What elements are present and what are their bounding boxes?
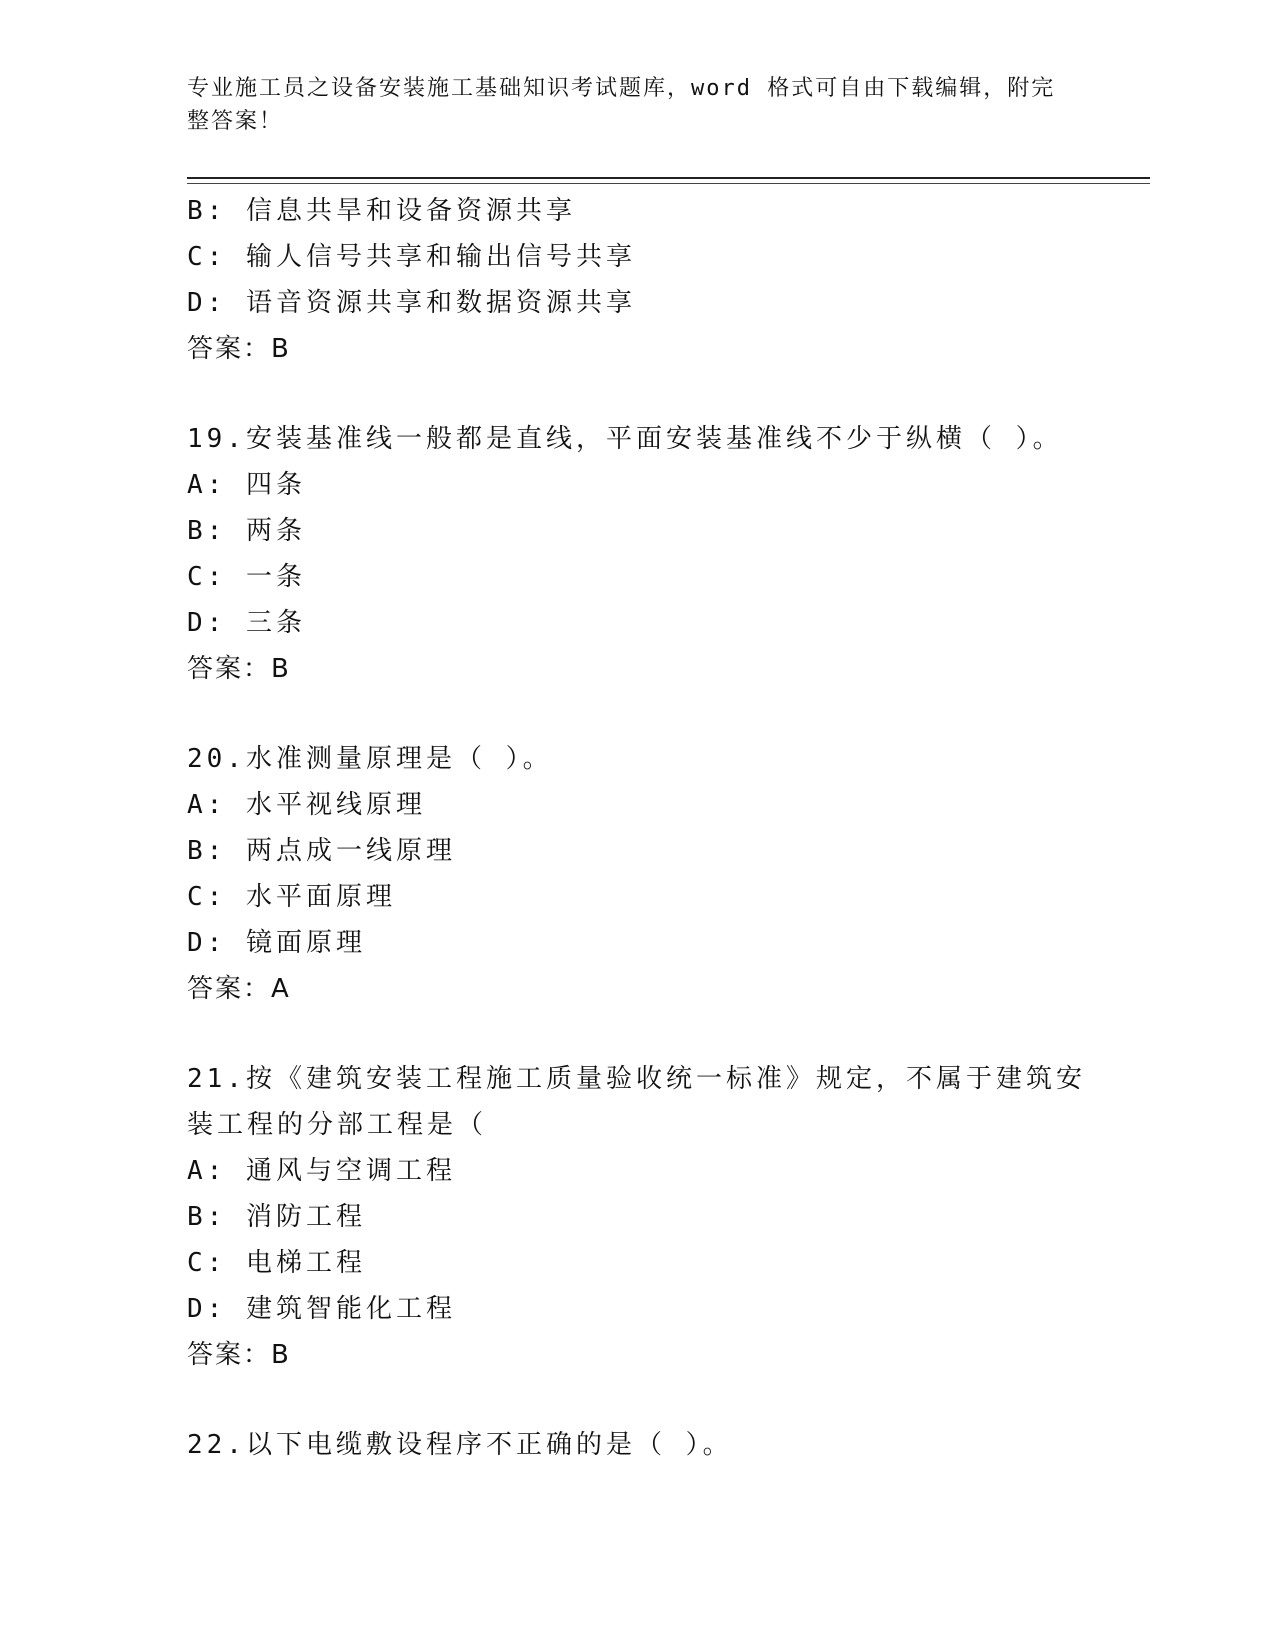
- question-stem: 21.按《建筑安装工程施工质量验收统一标准》规定，不属于建筑安装工程的分部工程是（: [187, 1064, 1086, 1140]
- spacer: [187, 692, 1087, 736]
- answer: 答案：B: [187, 334, 291, 364]
- option-a: A: 通风与空调工程: [187, 1156, 456, 1186]
- answer: 答案：A: [187, 974, 291, 1004]
- option-b: B: 信息共旱和设备资源共享: [187, 196, 576, 226]
- spacer: [187, 1378, 1087, 1422]
- question-20: [187, 736, 1087, 1012]
- answer: 答案：B: [187, 1340, 291, 1370]
- header-divider-thick: [187, 177, 1150, 179]
- option-b: B: 两点成一线原理: [187, 836, 456, 866]
- header-divider-thin: [187, 183, 1150, 184]
- option-c: C: 水平面原理: [187, 882, 396, 912]
- option-b: B: 消防工程: [187, 1202, 366, 1232]
- option-d: D: 语音资源共享和数据资源共享: [187, 288, 636, 318]
- question-list: [187, 188, 1087, 1468]
- option-a: A: 水平视线原理: [187, 790, 426, 820]
- answer: 答案：B: [187, 654, 291, 684]
- option-d: D: 三条: [187, 608, 306, 638]
- question-21: [187, 1056, 1087, 1378]
- spacer: [187, 372, 1087, 416]
- option-c: C: 输人信号共享和输出信号共享: [187, 242, 636, 272]
- document-header: [187, 72, 1067, 138]
- document-title: 专业施工员之设备安装施工基础知识考试题库，word 格式可自由下载编辑，附完整答案！: [187, 76, 1056, 134]
- option-c: C: 电梯工程: [187, 1248, 366, 1278]
- question-19: [187, 416, 1087, 692]
- option-c: C: 一条: [187, 562, 306, 592]
- option-d: D: 建筑智能化工程: [187, 1294, 456, 1324]
- option-a: A: 四条: [187, 470, 306, 500]
- question-stem: 19.安装基准线一般都是直线，平面安装基准线不少于纵横（ ）。: [187, 424, 1063, 454]
- option-d: D: 镜面原理: [187, 928, 366, 958]
- question-stem: 20.水准测量原理是（ ）。: [187, 744, 553, 774]
- option-b: B: 两条: [187, 516, 306, 546]
- spacer: [187, 1012, 1087, 1056]
- question-stem: 22.以下电缆敷设程序不正确的是（ ）。: [187, 1430, 733, 1460]
- question-18-continued: [187, 188, 1087, 372]
- question-22: [187, 1422, 1087, 1468]
